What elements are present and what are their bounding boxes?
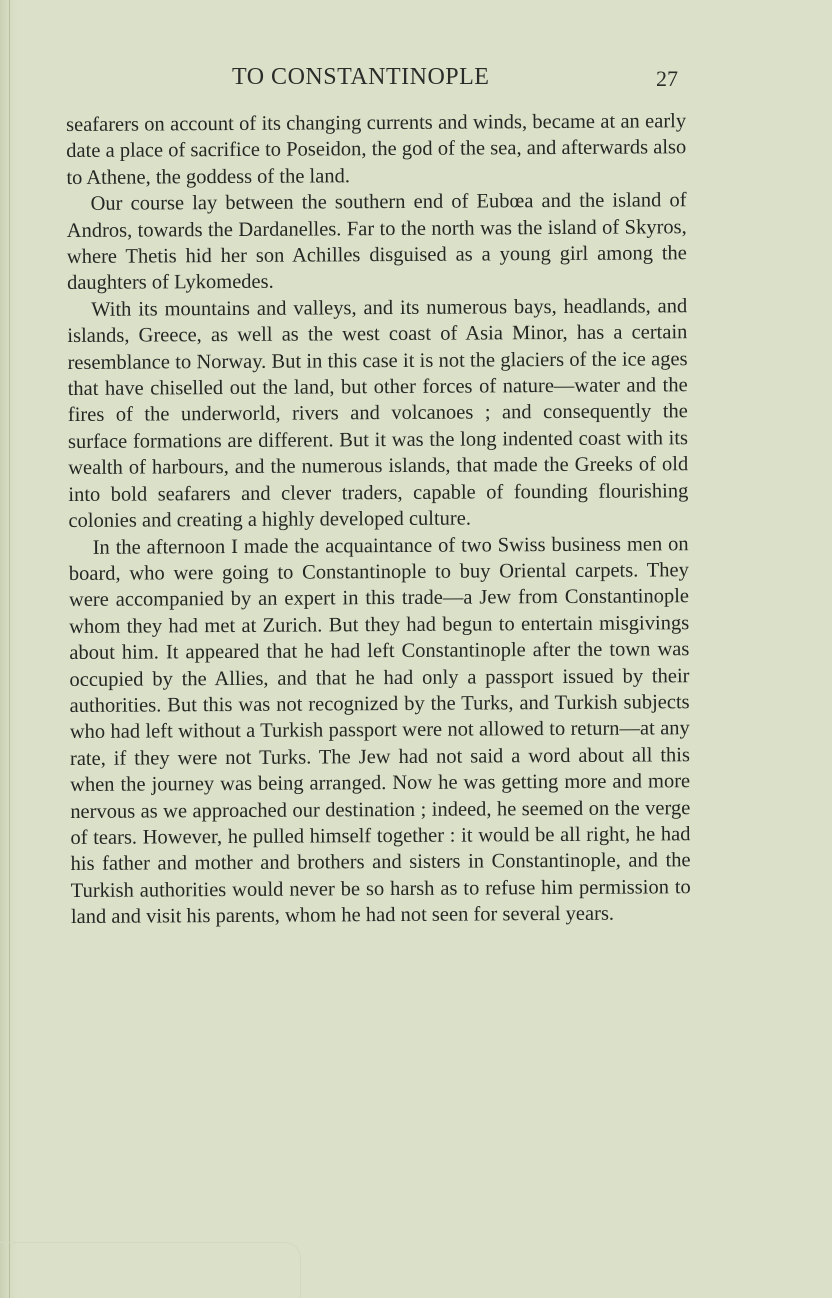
page-smudge: [0, 1242, 301, 1298]
body-text: [66, 108, 691, 930]
paragraph-course: Our course lay between the southern end of Eubœa and the island of Andros, towards the Dardanelles. Far to the north was the island of Skyros, where Thetis hid her son Achilles disguised as a young girl among the daughters of Lykomedes.: [66, 189, 687, 295]
binding-line: [9, 0, 10, 1298]
paragraph-greece: With its mountains and valleys, and its numerous bays, headlands, and islands, Greece, as well as the west coast of Asia Minor, has a certain resemblance to Norway. But in this case it is not the glaciers of the ice ages that have chiselled out the land, but other forces of nature—water and the fires of the underworld, rivers and volcanoes ; and consequently the surface formations are different. But it was the long indented coast with its wealth of harbours, and the numerous islands, that made the Greeks of old into bold seafarers and clever traders, capable of founding flourishing colonies and creating a highly developed culture.: [67, 295, 689, 533]
page-header: [0, 64, 832, 100]
running-head: TO CONSTANTINOPLE: [232, 64, 490, 90]
paragraph-continuation: seafarers on account of its changing currents and winds, became at an early date a place of sacrifice to Poseidon, the god of the sea, and afterwards also to Athene, the goddess of the land.: [66, 110, 687, 189]
page-number: 27: [656, 66, 678, 91]
paragraph-afternoon: In the afternoon I made the acquaintance of two Swiss business men on board, who were going to Constantinople to buy Oriental carpets. They were accompanied by an expert in this trade—a Jew from Constantinople whom they had met at Zurich. But they had begun to entertain misgivings about him. It appeared that he had left Constantinople after the town was occupied by the Allies, and that he had only a passport issued by their authorities. But this was not recognized by the Turks, and Turkish subjects who had left without a Turkish passport were not allowed to return—at any rate, if they were not Turks. The Jew had not said a word about all this when the journey was being arranged. Now he was getting more and more nervous as we approached our destination ; indeed, he seemed on the verge of tears. However, he pulled himself together : it would be all right, he had his father and mother and brothers and sisters in Constantinople, and the Turkish authorities would never be so harsh as to refuse him permission to land and visit his parents, whom he had not seen for several years.: [68, 532, 691, 929]
